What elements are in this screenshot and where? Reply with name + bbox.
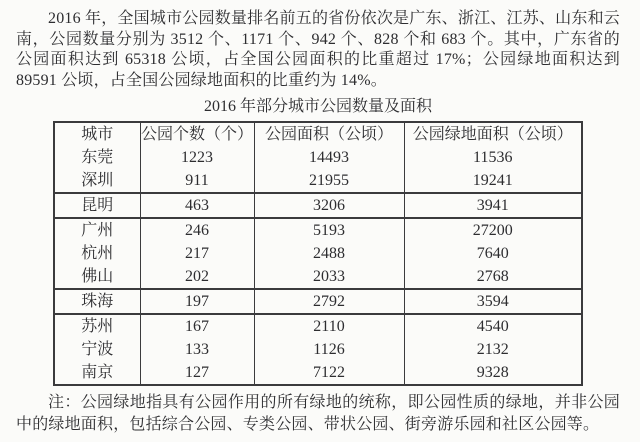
table-row <box>54 338 582 361</box>
table-header-row <box>54 122 582 146</box>
value-cell: 14493 <box>254 146 404 169</box>
value-cell: 2033 <box>254 265 404 289</box>
value-cell: 463 <box>140 193 254 218</box>
value-cell: 217 <box>140 242 254 265</box>
value-cell: 3594 <box>404 289 582 314</box>
table-title: 2016 年部分城市公园数量及面积 <box>203 98 432 115</box>
table-row <box>54 169 582 193</box>
table-head <box>54 122 582 146</box>
table-row <box>54 314 582 338</box>
col-header-park-area: 公园面积（公顷） <box>254 122 404 146</box>
value-cell: 202 <box>140 265 254 289</box>
city-cell: 昆明 <box>54 193 140 218</box>
value-cell: 127 <box>140 361 254 385</box>
table-row <box>54 146 582 169</box>
city-cell: 杭州 <box>81 245 114 262</box>
city-cell: 深圳 <box>54 169 140 193</box>
col-header-park-count: 公园个数（个） <box>140 122 254 146</box>
value-cell: 2132 <box>404 338 582 361</box>
value-cell: 197 <box>140 289 254 314</box>
value-cell: 4540 <box>404 314 582 338</box>
value-cell: 9328 <box>404 361 582 385</box>
city-parks-table <box>53 121 583 386</box>
value-cell: 133 <box>140 338 254 361</box>
city-cell: 宁波 <box>81 341 114 358</box>
value-cell: 246 <box>140 218 254 242</box>
city-cell: 南京 <box>81 364 114 381</box>
table-body <box>54 146 582 385</box>
value-cell: 911 <box>140 169 254 193</box>
value-cell: 1223 <box>140 146 254 169</box>
footnote: 注：公园绿地指具有公园作用的所有绿地的统称，即公园性质的绿地，并非公园中的绿地面积，包括综合公园、专类公园、带状公园、街旁游乐园和社区公园等。 <box>16 394 620 433</box>
table-row <box>54 265 582 289</box>
value-cell: 3941 <box>404 193 582 218</box>
table-row <box>54 242 582 265</box>
city-cell: 佛山 <box>54 265 140 289</box>
value-cell: 2792 <box>254 289 404 314</box>
col-header-green-area: 公园绿地面积（公顷） <box>404 122 582 146</box>
value-cell: 1126 <box>254 338 404 361</box>
value-cell: 167 <box>140 314 254 338</box>
value-cell: 3206 <box>254 193 404 218</box>
city-cell: 东莞 <box>81 149 114 166</box>
intro-paragraph: 2016 年，全国城市公园数量排名前五的省份依次是广东、浙江、江苏、山东和云南，公园数量分别为 3512 个、1171 个、942 个、828 个和 683 个。其中，广东省的公园面积达到 65318 公顷，占全国公园面积的比重超过 17%；公园绿地面积达到 89591 公顷，占全国公园绿地面积的比重约为 14%。 <box>16 10 620 89</box>
table-row <box>54 218 582 242</box>
value-cell: 5193 <box>254 218 404 242</box>
value-cell: 19241 <box>404 169 582 193</box>
value-cell: 2768 <box>404 265 582 289</box>
value-cell: 11536 <box>404 146 582 169</box>
table-row <box>54 193 582 218</box>
city-cell: 广州 <box>81 222 114 239</box>
table-row <box>54 289 582 314</box>
city-cell: 珠海 <box>54 289 140 314</box>
value-cell: 7640 <box>404 242 582 265</box>
table-row <box>54 361 582 385</box>
city-cell: 苏州 <box>81 318 114 335</box>
value-cell: 21955 <box>254 169 404 193</box>
value-cell: 2488 <box>254 242 404 265</box>
col-header-city: 城市 <box>81 126 114 143</box>
value-cell: 7122 <box>254 361 404 385</box>
value-cell: 27200 <box>404 218 582 242</box>
value-cell: 2110 <box>254 314 404 338</box>
